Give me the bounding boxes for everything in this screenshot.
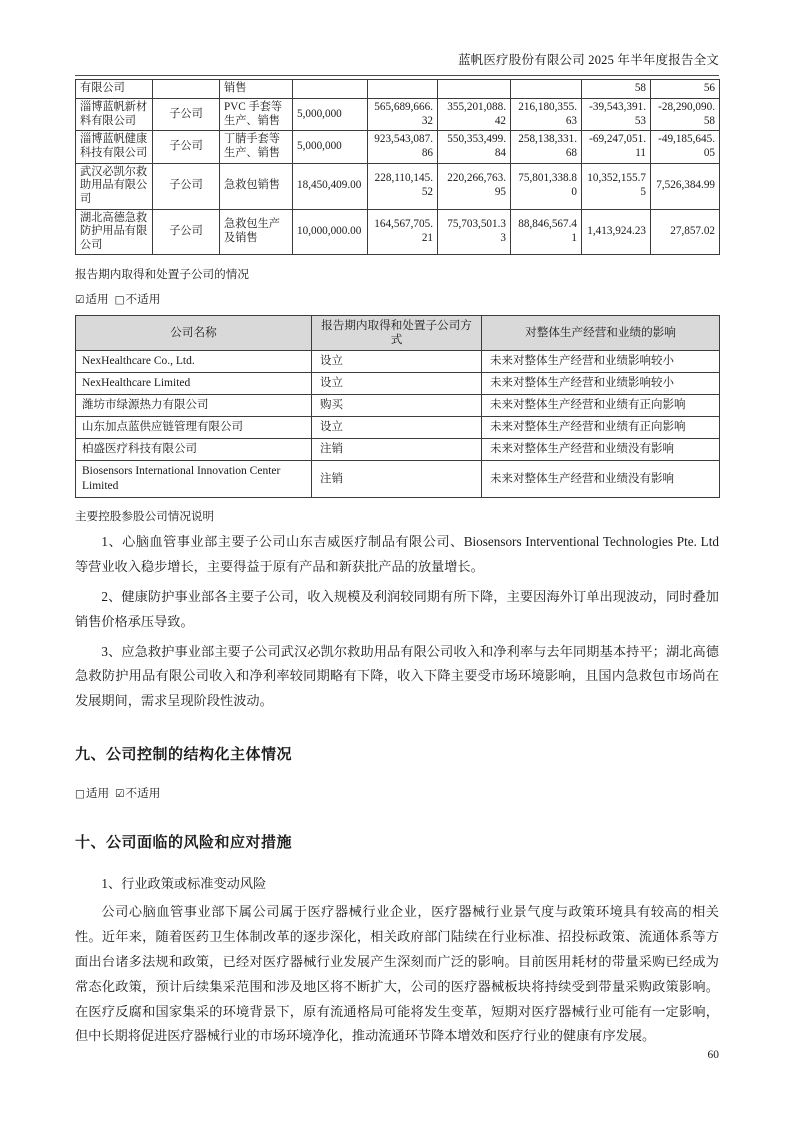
cell-total-assets: 923,543,087.86 [368,131,438,163]
cell-registered-capital: 5,000,000 [293,98,368,130]
label-not-applicable: 不适用 [125,786,161,800]
cell-company-name: 湖北高德急救防护用品有限公司 [76,209,153,255]
subsidiary-financials-table [75,79,720,255]
cell-company-name: 淄博蓝帆新材料有限公司 [76,98,153,130]
cell-net-profit: 56 [651,80,720,99]
cell-revenue: 258,138,331.68 [511,131,582,163]
header-rule [75,75,719,76]
column-header-method: 报告期内取得和处置子公司方式 [312,316,482,351]
cell-company-type: 子公司 [153,163,220,209]
cell-total-assets: 164,567,705.21 [368,209,438,255]
cell-business: PVC 手套等生产、销售 [220,98,293,130]
cell-operating-profit: 58 [582,80,651,99]
page-header [75,0,719,76]
cell-company-type: 子公司 [153,131,220,163]
checkbox-not-applicable-icon[interactable]: ☑ [115,787,125,800]
table-row [76,209,720,255]
table-row [76,395,720,417]
note-paragraph-2: 2、健康防护事业部各主要子公司，收入规模及利润较同期有所下降，主要因海外订单出现波动，同时叠加销售价格承压导致。 [75,589,719,629]
cell-business: 急救包生产及销售 [220,209,293,255]
section-ten-paragraph: 公司心脑血管事业部下属公司属于医疗器械行业企业，医疗器械行业景气度与政策环境具有较高的相关性。近年来，随着医药卫生体制改革的逐步深化，相关政府部门陆续在行业标准、招投标政策、流通体系等方面出台诸多法规和政策，已经对医疗器械行业发展产生深刻而广泛的影响。目前医用耗材的带量采购已经成为常态化政策，预计后续集采范围和涉及地区将不断扩大，公司的医疗器械板块将持续受到带量采购政策影响。在医疗反腐和国家集采的环境背景下，原有流通格局可能将发生变革，短期对医疗器械行业可能有一定影响，但中长期将促进医疗器械行业的市场环境净化，推动流通环节降本增效和医疗行业的健康有序发展。 [75,904,719,1044]
page-number: 60 [707,1049,719,1061]
table-row [76,351,720,373]
cell-revenue: 216,180,355.63 [511,98,582,130]
cell-operating-profit: 10,352,155.75 [582,163,651,209]
cell-registered-capital [293,80,368,99]
cell-method: 设立 [312,373,482,395]
cell-effect: 未来对整体生产经营和业绩影响较小 [482,373,720,395]
cell-registered-capital: 5,000,000 [293,131,368,163]
label-applicable: 适用 [85,786,110,800]
table-row [76,98,720,130]
cell-total-assets: 565,689,666.32 [368,98,438,130]
cell-company-type [153,80,220,99]
checkbox-not-applicable-icon[interactable]: □ [114,294,125,307]
subsection-heading-industry-policy-risk: 1、行业政策或标准变动风险 [101,875,267,891]
section-heading-nine: 九、公司控制的结构化主体情况 [75,746,293,764]
cell-operating-profit: -69,247,051.11 [582,131,651,163]
cell-total-assets: 228,110,145.52 [368,163,438,209]
cell-net-profit: -49,185,645.05 [651,131,720,163]
cell-net-assets: 550,353,499.84 [438,131,511,163]
cell-net-profit: -28,290,090.58 [651,98,720,130]
acquisition-disposal-table [75,315,720,498]
cell-company-type: 子公司 [153,209,220,255]
checkbox-applicable-icon[interactable]: ☑ [75,294,85,307]
table-row [76,373,720,395]
table-row [76,80,720,99]
label-applicable: 适用 [85,293,109,307]
cell-revenue [511,80,582,99]
cell-company: 潍坊市绿源热力有限公司 [76,395,312,417]
acquisition-section-title: 报告期内取得和处置子公司的情况 [75,268,249,282]
acquisition-applicability [75,291,719,309]
table-row [76,417,720,439]
table-row [76,461,720,498]
cell-method: 购买 [312,395,482,417]
cell-revenue: 88,846,567.41 [511,209,582,255]
label-not-applicable: 不适用 [125,293,161,307]
cell-company-name: 武汉必凯尔救助用品有限公司 [76,163,153,209]
cell-operating-profit: 1,413,924.23 [582,209,651,255]
table-row [76,439,720,461]
cell-net-assets: 75,703,501.33 [438,209,511,255]
section-nine-applicability [75,785,719,803]
cell-net-profit: 7,526,384.99 [651,163,720,209]
cell-method: 设立 [312,417,482,439]
cell-effect: 未来对整体生产经营和业绩影响较小 [482,351,720,373]
cell-registered-capital: 18,450,409.00 [293,163,368,209]
note-paragraph-3: 3、应急救护事业部主要子公司武汉必凯尔救助用品有限公司收入和净利率与去年同期基本持平；湖北高德急救防护用品有限公司收入和净利率较同期略有下降，收入下降主要受市场环境影响，且国内急救包市场尚在发展期间，需求呈现阶段性波动。 [75,643,719,709]
cell-net-assets [438,80,511,99]
cell-business: 丁腈手套等生产、销售 [220,131,293,163]
cell-method: 注销 [312,439,482,461]
cell-company-name: 有限公司 [76,80,153,99]
cell-company-type: 子公司 [153,98,220,130]
cell-total-assets [368,80,438,99]
cell-net-assets: 220,266,763.95 [438,163,511,209]
cell-net-profit: 27,857.02 [651,209,720,255]
cell-company-name: 淄博蓝帆健康科技有限公司 [76,131,153,163]
note-paragraph-1: 1、心脑血管事业部主要子公司山东吉威医疗制品有限公司、Biosensors Interventional Technologies Pte. Ltd 等营业收入稳步增长，主要得益于原有产品和新获批产品的放量增长。 [75,534,719,575]
cell-company: 柏盛医疗科技有限公司 [76,439,312,461]
cell-effect: 未来对整体生产经营和业绩没有影响 [482,439,720,461]
cell-method: 注销 [312,461,482,498]
cell-company: Biosensors International Innovation Center Limited [76,461,312,498]
table-row [76,163,720,209]
cell-business: 急救包销售 [220,163,293,209]
cell-company: NexHealthcare Co., Ltd. [76,351,312,373]
running-title: 蓝帆医疗股份有限公司 2025 年半年度报告全文 [457,53,719,67]
cell-company: 山东加点蓝供应链管理有限公司 [76,417,312,439]
cell-effect: 未来对整体生产经营和业绩有正向影响 [482,395,720,417]
cell-business: 销售 [220,80,293,99]
cell-effect: 未来对整体生产经营和业绩没有影响 [482,461,720,498]
cell-effect: 未来对整体生产经营和业绩有正向影响 [482,417,720,439]
cell-registered-capital: 10,000,000.00 [293,209,368,255]
cell-company: NexHealthcare Limited [76,373,312,395]
cell-revenue: 75,801,338.80 [511,163,582,209]
table-row [76,131,720,163]
column-header-effect: 对整体生产经营和业绩的影响 [482,316,720,351]
column-header-company-name: 公司名称 [76,316,312,351]
cell-method: 设立 [312,351,482,373]
cell-operating-profit: -39,543,391.53 [582,98,651,130]
checkbox-applicable-icon[interactable]: □ [75,787,85,800]
notes-title: 主要控股参股公司情况说明 [75,510,215,524]
table-header-row [76,316,720,351]
cell-net-assets: 355,201,088.42 [438,98,511,130]
section-heading-ten: 十、公司面临的风险和应对措施 [75,834,293,852]
